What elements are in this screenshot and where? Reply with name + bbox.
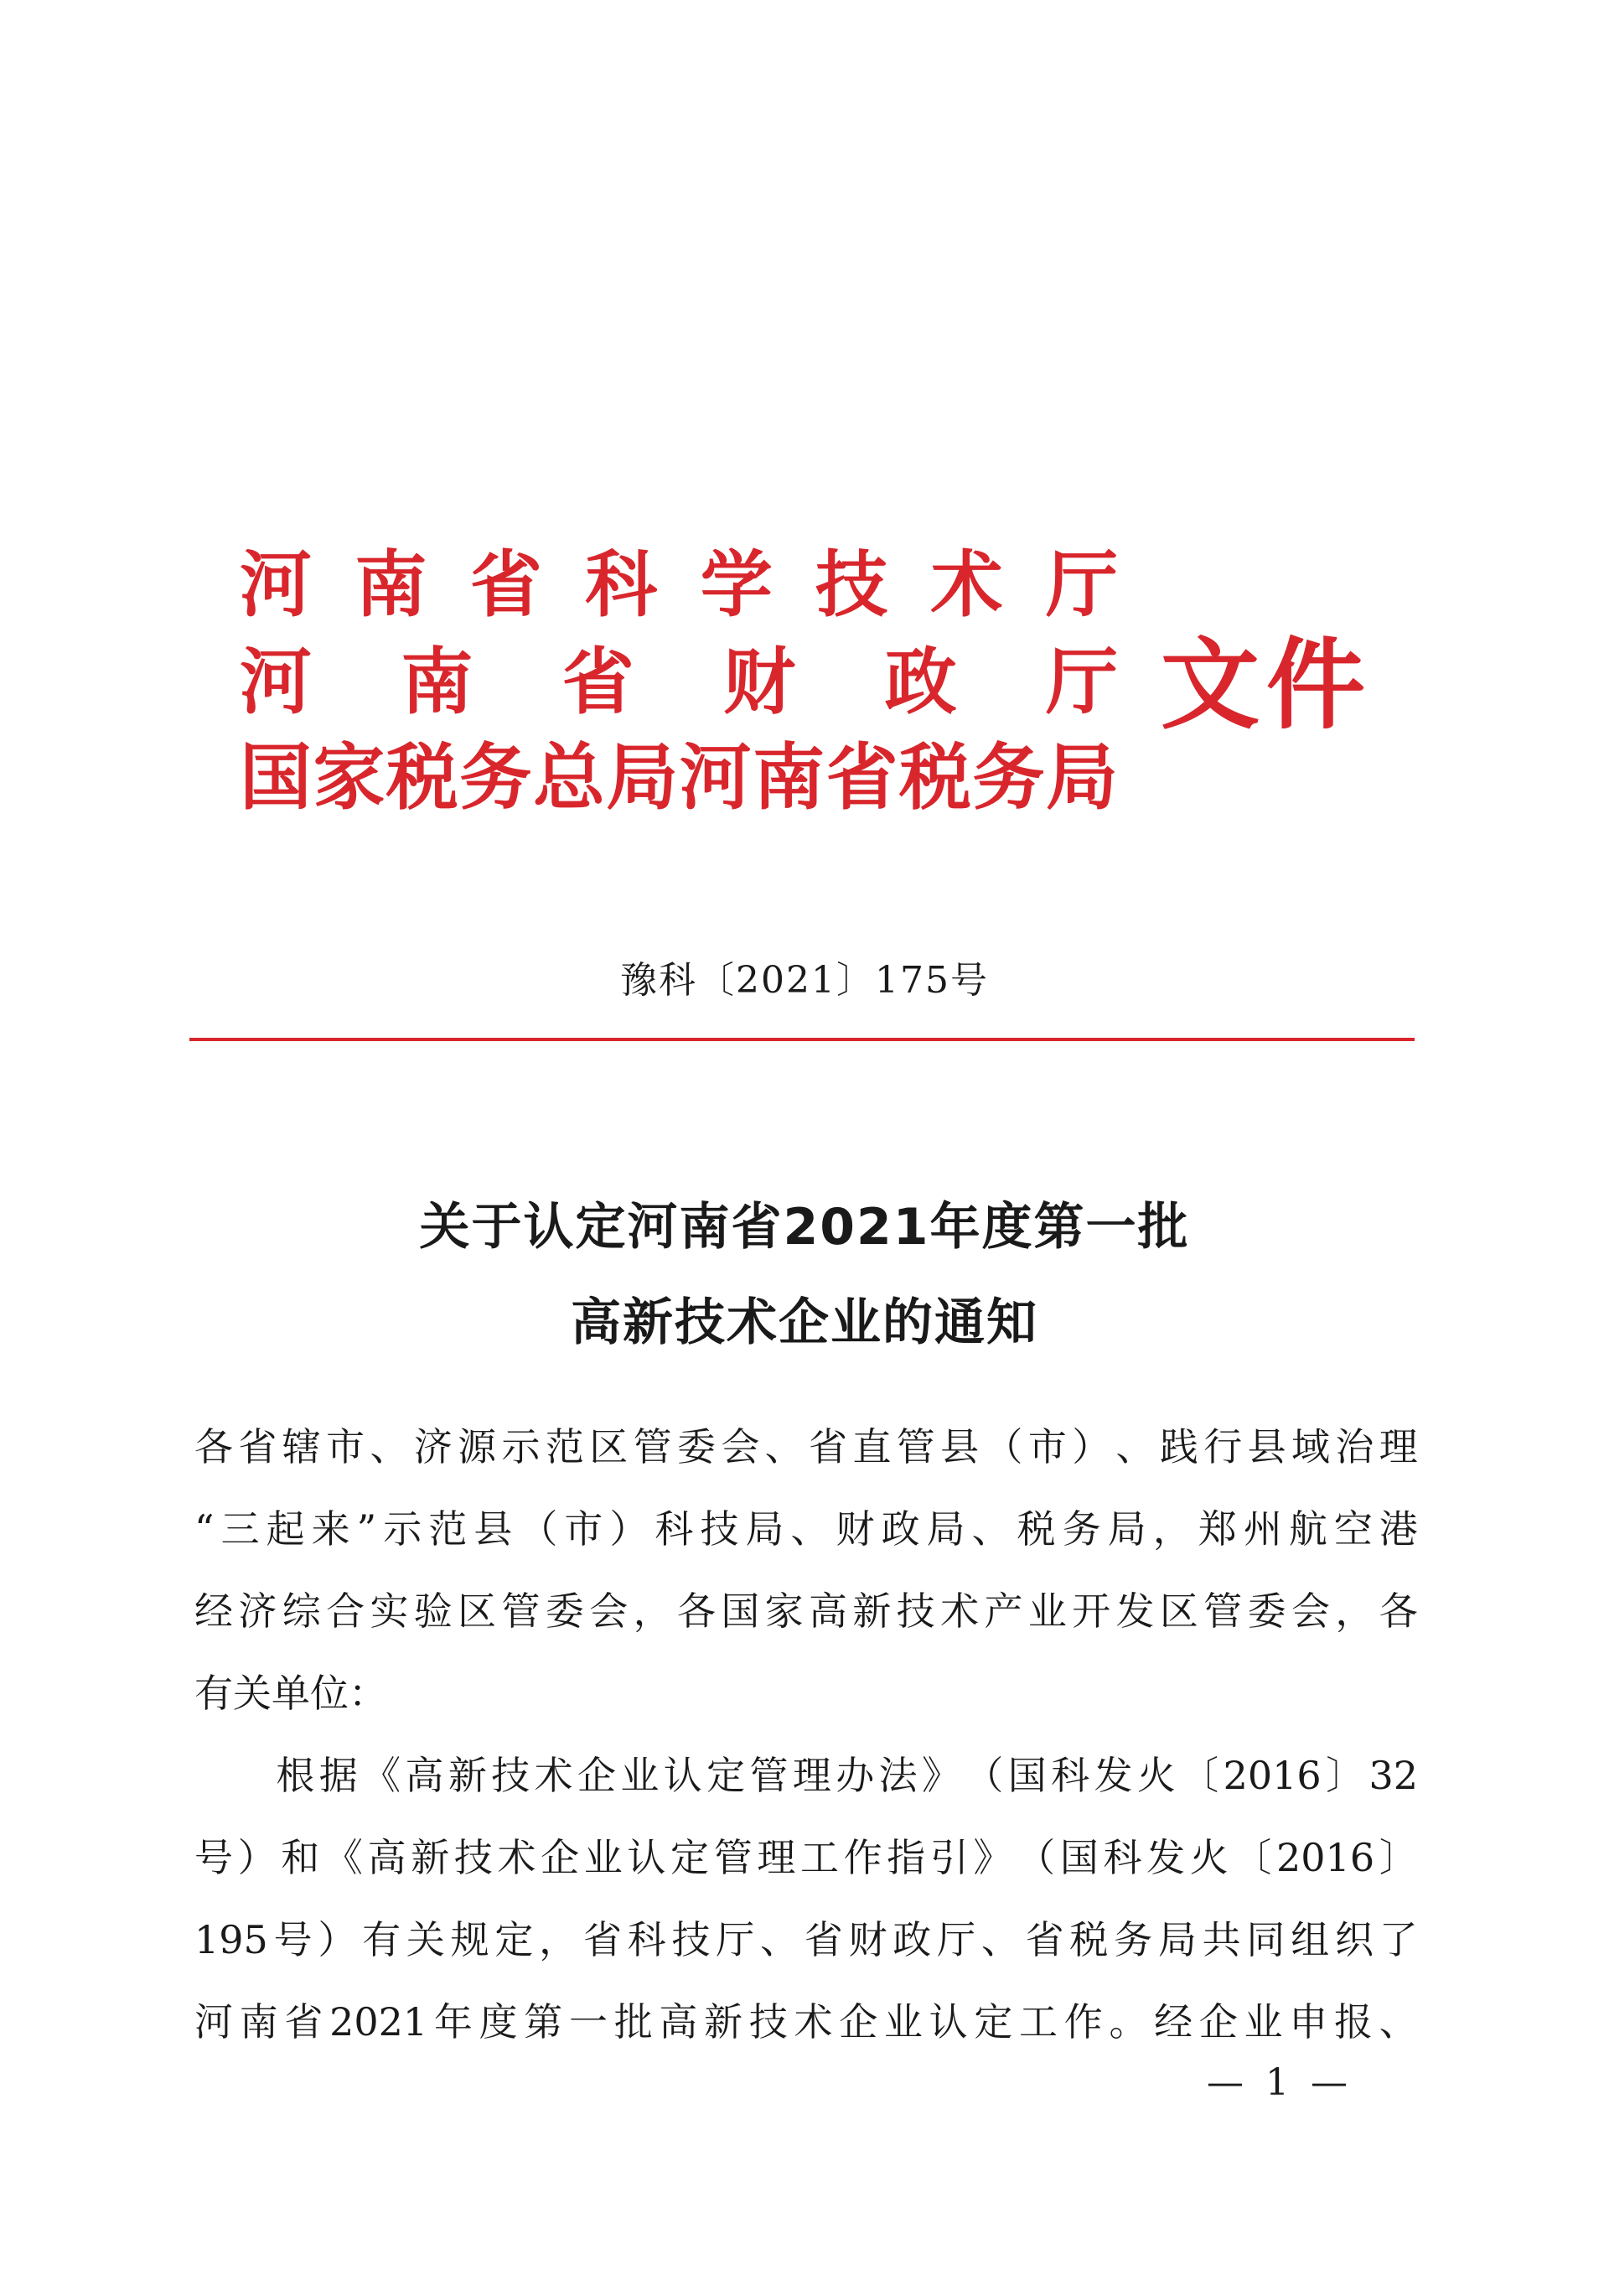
body-line: 号 ） 和 《 高 新 技 术 企 业 认 定 管 理 工 作 指 引 》 （ 国 科 发 火 〔 2016 〕 — [194, 1835, 1418, 1880]
body-line: 有 关 单 位 ： — [194, 1671, 387, 1716]
red-divider-rule — [189, 1038, 1415, 1041]
document-title-line-1: 关于认定河南省2021年度第一批 — [419, 1198, 1190, 1257]
body-line: 各 省 辖 市 、 济 源 示 范 区 管 委 会 、 省 直 管 县 （ 市 ） 、 践 行 县 域 治 理 — [194, 1424, 1418, 1469]
page-number: — 1 — — [1207, 2061, 1353, 2104]
body-line: 195 号 ） 有 关 规 定 ， 省 科 技 厅 、 省 财 政 厅 、 省 税 务 局 共 同 组 织 了 — [194, 1917, 1418, 1962]
document-type-label: 文件 — [1161, 627, 1373, 743]
document-title-line-2: 高新技术企业的通知 — [571, 1293, 1038, 1352]
body-line: 河 南 省 2021 年 度 第 一 批 高 新 技 术 企 业 认 定 工 作 。 经 企 业 申 报 、 — [194, 1999, 1418, 2045]
document-number: 豫科〔2021〕175号 — [620, 959, 989, 1002]
body-line: “ 三 起 来 ” 示 范 县 （ 市 ） 科 技 局 、 财 政 局 、 税 务 局 ， 郑 州 航 空 港 — [194, 1506, 1418, 1552]
agency-name-science: 河 南 省 科 学 技 术 厅 — [240, 543, 1118, 627]
body-line: 根 据 《 高 新 技 术 企 业 认 定 管 理 办 法 》 （ 国 科 发 火 〔 2016 〕 32 — [276, 1753, 1418, 1798]
agency-name-tax: 国 家 税 务 总 局 河 南 省 税 务 局 — [240, 736, 1118, 820]
agency-name-finance: 河 南 省 财 政 厅 — [240, 640, 1118, 724]
body-line: 经 济 综 合 实 验 区 管 委 会 ， 各 国 家 高 新 技 术 产 业 开 发 区 管 委 会 ， 各 — [194, 1589, 1418, 1634]
